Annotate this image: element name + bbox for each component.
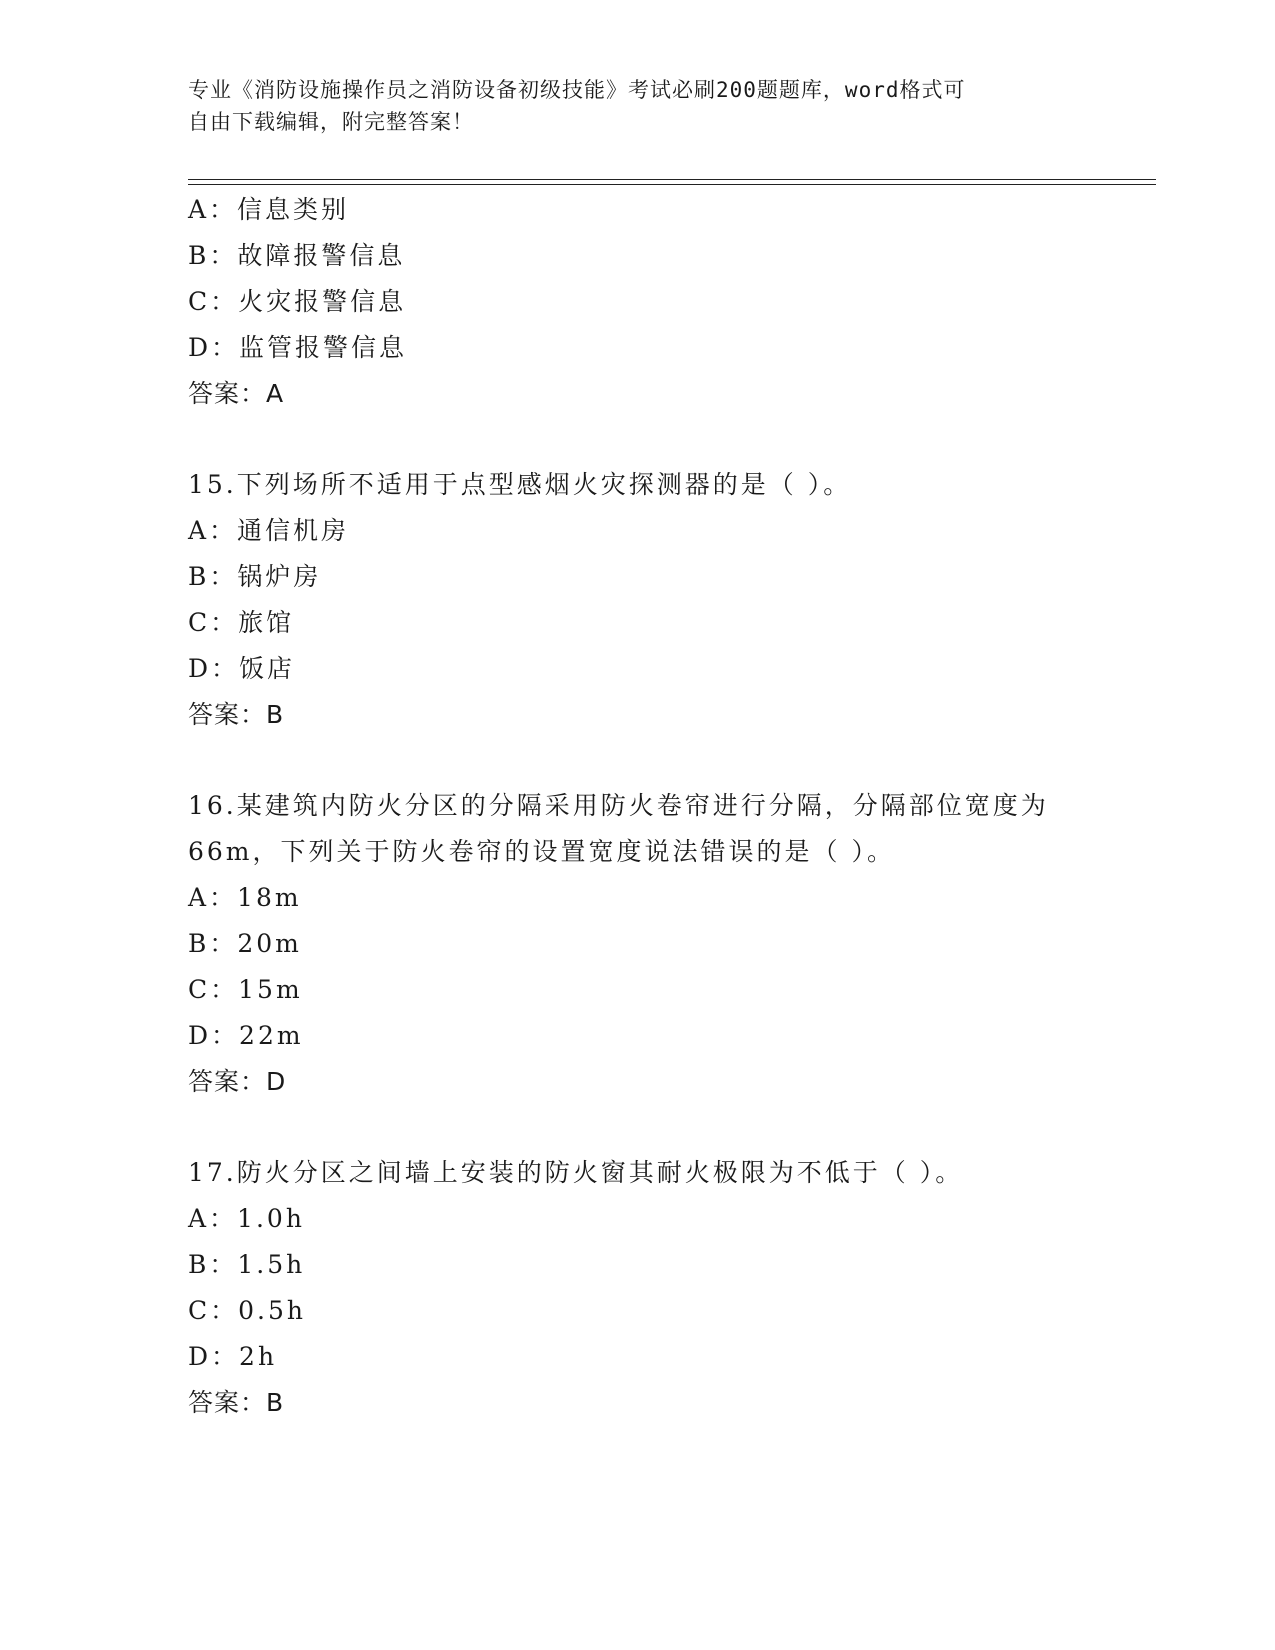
question-block-continued	[188, 187, 1156, 417]
question-block-17	[188, 1150, 1156, 1426]
header-divider-top	[188, 179, 1156, 180]
option-a: A：18m	[188, 883, 302, 912]
answer-line: 答案：B	[188, 1388, 285, 1417]
option-c: C：0.5h	[188, 1296, 306, 1325]
option-b: B：20m	[188, 929, 302, 958]
option-a: A：信息类别	[188, 195, 350, 224]
option-d: D：2h	[188, 1342, 278, 1371]
header-line-1: 专业《消防设施操作员之消防设备初级技能》考试必刷200题题库，word格式可	[188, 78, 966, 102]
option-b: B：锅炉房	[188, 562, 322, 591]
question-text: 17.防火分区之间墙上安装的防火窗其耐火极限为不低于（ ）。	[188, 1158, 964, 1187]
option-a: A：通信机房	[188, 516, 350, 545]
option-b: B：故障报警信息	[188, 241, 406, 270]
header-line-2: 自由下载编辑，附完整答案！	[188, 110, 474, 134]
spacer	[188, 417, 1156, 462]
question-block-15	[188, 462, 1156, 738]
question-text: 15.下列场所不适用于点型感烟火灾探测器的是（ ）。	[188, 470, 852, 499]
question-block-16	[188, 783, 1156, 1105]
answer-line: 答案：A	[188, 379, 285, 408]
option-d: D：饭店	[188, 654, 296, 683]
document-header	[188, 74, 1088, 138]
option-c: C：旅馆	[188, 608, 295, 637]
option-a: A：1.0h	[188, 1204, 305, 1233]
question-list	[188, 187, 1156, 1426]
answer-line: 答案：B	[188, 700, 285, 729]
option-b: B：1.5h	[188, 1250, 306, 1279]
spacer	[188, 1105, 1156, 1150]
answer-line: 答案：D	[188, 1067, 287, 1096]
option-c: C：火灾报警信息	[188, 287, 407, 316]
spacer	[188, 738, 1156, 783]
question-text-line-1: 16.某建筑内防火分区的分隔采用防火卷帘进行分隔，分隔部位宽度为	[188, 791, 1049, 820]
option-d: D：22m	[188, 1021, 304, 1050]
option-d: D：监管报警信息	[188, 333, 408, 362]
header-divider-bottom	[188, 184, 1156, 185]
option-c: C：15m	[188, 975, 303, 1004]
question-text-line-2: 66m，下列关于防火卷帘的设置宽度说法错误的是（ ）。	[188, 837, 895, 866]
